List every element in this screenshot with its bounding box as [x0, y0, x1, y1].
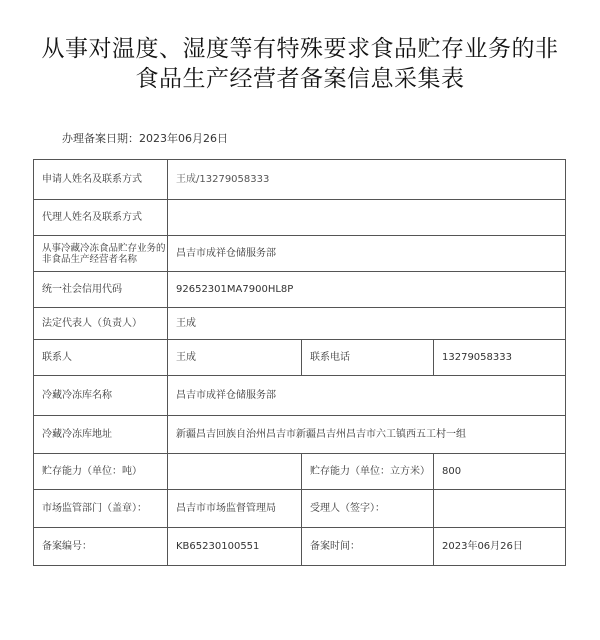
table-row — [34, 490, 566, 528]
legal-rep-label: 法定代表人（负责人） — [34, 308, 168, 340]
table-row — [34, 236, 566, 272]
capacity-m3-label: 贮存能力（单位：立方米） — [302, 454, 434, 490]
capacity-m3-value: 800 — [434, 454, 566, 490]
receiver-label: 受理人（签字）： — [302, 490, 434, 528]
warehouse-address-label: 冷藏冷冻库地址 — [34, 416, 168, 454]
filing-date-label: 办理备案日期： — [62, 132, 139, 145]
operator-label: 从事冷藏冷冻食品贮存业务的非食品生产经营者名称 — [34, 236, 168, 272]
legal-rep-value: 王成 — [168, 308, 566, 340]
info-table — [33, 159, 566, 566]
table-row — [34, 272, 566, 308]
warehouse-name-value: 昌吉市成祥仓储服务部 — [168, 376, 566, 416]
capacity-ton-value — [168, 454, 302, 490]
table-row — [34, 528, 566, 566]
phone-label: 联系电话 — [302, 340, 434, 376]
contact-value: 王成 — [168, 340, 302, 376]
record-no-value: KB65230100551 — [168, 528, 302, 566]
table-row — [34, 160, 566, 200]
record-time-label: 备案时间： — [302, 528, 434, 566]
record-time-value: 2023年06月26日 — [434, 528, 566, 566]
agent-value — [168, 200, 566, 236]
applicant-value: 王成/13279058333 — [168, 160, 566, 200]
filing-date — [62, 130, 228, 146]
warehouse-address-value: 新疆昌吉回族自治州昌吉市新疆昌吉州昌吉市六工镇西五工村一组 — [168, 416, 566, 454]
filing-date-value: 2023年06月26日 — [139, 132, 228, 145]
table-row — [34, 416, 566, 454]
table-row — [34, 376, 566, 416]
credit-code-value: 92652301MA7900HL8P — [168, 272, 566, 308]
table-row — [34, 200, 566, 236]
contact-label: 联系人 — [34, 340, 168, 376]
agent-label: 代理人姓名及联系方式 — [34, 200, 168, 236]
phone-value: 13279058333 — [434, 340, 566, 376]
regulator-value: 昌吉市市场监督管理局 — [168, 490, 302, 528]
regulator-label: 市场监管部门（盖章）： — [34, 490, 168, 528]
warehouse-name-label: 冷藏冷冻库名称 — [34, 376, 168, 416]
title-line-1: 从事对温度、湿度等有特殊要求食品贮存业务的非 — [41, 36, 559, 62]
operator-value: 昌吉市成祥仓储服务部 — [168, 236, 566, 272]
table-row — [34, 340, 566, 376]
applicant-label: 申请人姓名及联系方式 — [34, 160, 168, 200]
credit-code-label: 统一社会信用代码 — [34, 272, 168, 308]
table-row — [34, 308, 566, 340]
table-row — [34, 454, 566, 490]
capacity-ton-label: 贮存能力（单位：吨） — [34, 454, 168, 490]
record-no-label: 备案编号： — [34, 528, 168, 566]
page-title — [0, 34, 600, 94]
title-line-2: 食品生产经营者备案信息采集表 — [135, 66, 465, 92]
receiver-value — [434, 490, 566, 528]
